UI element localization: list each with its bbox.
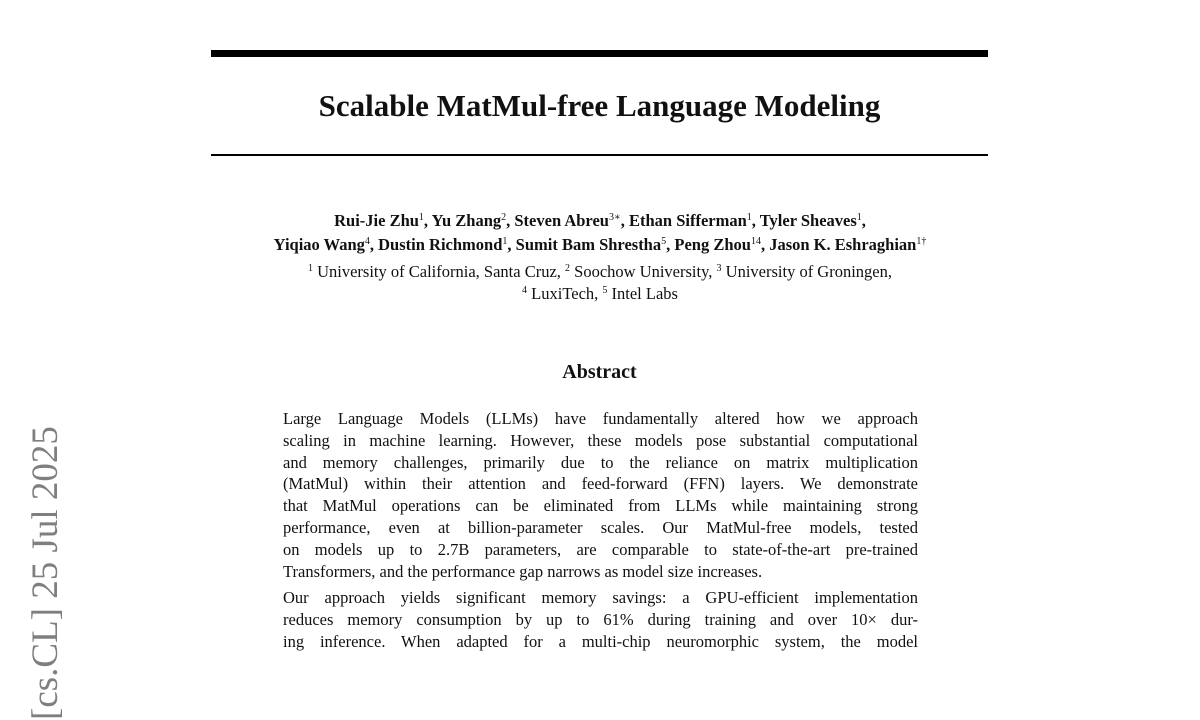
author-separator: , xyxy=(760,235,770,254)
abstract-body xyxy=(283,408,918,653)
author-line-2 xyxy=(150,233,1050,257)
abstract-line: Large Language Models (LLMs) have fundamentally altered how we approach xyxy=(283,409,918,428)
title-bottom-rule xyxy=(211,154,988,156)
author-separator: , xyxy=(506,211,515,230)
abstract-line: reduces memory consumption by up to 61% during training and over 10× dur- xyxy=(283,610,918,630)
author-name: Sumit Bam Shrestha xyxy=(515,235,662,254)
author-separator: , xyxy=(666,235,675,254)
abstract-line: Our approach yields significant memory savings: a GPU-efficient implementation xyxy=(283,588,918,608)
abstract-line: that MatMul operations can be eliminated from LLMs while maintaining strong xyxy=(283,496,918,516)
abstract-line: on models up to 2.7B parameters, are comparable to state-of-the-art pre-trained xyxy=(283,539,918,559)
author-affiliation-mark: 14 xyxy=(750,236,761,247)
author-list xyxy=(150,209,1050,257)
author-name: Jason K. Eshraghian xyxy=(769,235,917,254)
abstract-line: scaling in machine learning. However, these models pose substantial computational xyxy=(283,430,918,450)
affiliation-name: Soochow University, xyxy=(570,262,717,281)
author-name: Yiqiao Wang xyxy=(273,235,365,254)
affiliation-number: 3 xyxy=(716,263,722,274)
author-affiliation-mark: 2 xyxy=(501,212,507,223)
affiliation-number: 2 xyxy=(565,263,571,274)
author-separator: , xyxy=(369,235,379,254)
author-separator: , xyxy=(751,211,760,230)
affiliation-number: 4 xyxy=(522,285,528,296)
author-separator: , xyxy=(507,235,516,254)
abstract-line: and memory challenges, primarily due to the reliance on matrix multiplication xyxy=(283,452,918,472)
author-affiliation-mark: 1 xyxy=(856,212,862,223)
author-affiliation-mark: 3∗ xyxy=(608,212,621,223)
author-affiliation-mark: 5 xyxy=(661,236,667,247)
author-name: Dustin Richmond xyxy=(378,235,503,254)
author-affiliation-mark: 1 xyxy=(418,212,424,223)
author-affiliation-mark: 1 xyxy=(502,236,508,247)
abstract-paragraph-1 xyxy=(283,408,918,582)
author-name: Ethan Sifferman xyxy=(629,211,747,230)
abstract-heading: Abstract xyxy=(562,361,637,383)
title-top-rule xyxy=(211,50,988,57)
author-name: Tyler Sheaves xyxy=(759,211,857,230)
author-affiliation-mark: 1† xyxy=(916,236,927,247)
author-affiliation-mark: 4 xyxy=(364,236,370,247)
author-separator: , xyxy=(620,211,629,230)
author-name: Peng Zhou xyxy=(674,235,751,254)
abstract-line: performance, even at billion-parameter scales. Our MatMul-free models, tested xyxy=(283,517,918,537)
affiliation-name: University of California, Santa Cruz, xyxy=(312,262,566,281)
abstract-line: (MatMul) within their attention and feed-forward (FFN) layers. We demonstrate xyxy=(283,474,918,494)
affiliation-line-2 xyxy=(150,283,1050,305)
author-name: Steven Abreu xyxy=(514,211,609,230)
author-separator: , xyxy=(861,211,866,230)
affiliation-number: 5 xyxy=(602,285,608,296)
affiliation-line-1 xyxy=(150,261,1050,283)
arxiv-stamp: [cs.CL] 25 Jul 2025 xyxy=(25,426,66,720)
abstract-paragraph-2 xyxy=(283,587,918,652)
affiliation-name: University of Groningen, xyxy=(721,262,893,281)
author-name: Rui-Jie Zhu xyxy=(334,211,419,230)
affiliation-list xyxy=(150,261,1050,305)
abstract-line: ing inference. When adapted for a multi-chip neuromorphic system, the model xyxy=(283,631,918,651)
author-separator: , xyxy=(423,211,432,230)
author-name: Yu Zhang xyxy=(431,211,502,230)
paper-title: Scalable MatMul-free Language Modeling xyxy=(318,88,881,123)
affiliation-number: 1 xyxy=(307,263,313,274)
abstract-line: Transformers, and the performance gap narrows as model size increases. xyxy=(283,561,763,581)
affiliation-name: Intel Labs xyxy=(607,284,678,303)
author-affiliation-mark: 1 xyxy=(746,212,752,223)
author-line-1 xyxy=(150,209,1050,233)
affiliation-name: LuxiTech, xyxy=(527,284,603,303)
